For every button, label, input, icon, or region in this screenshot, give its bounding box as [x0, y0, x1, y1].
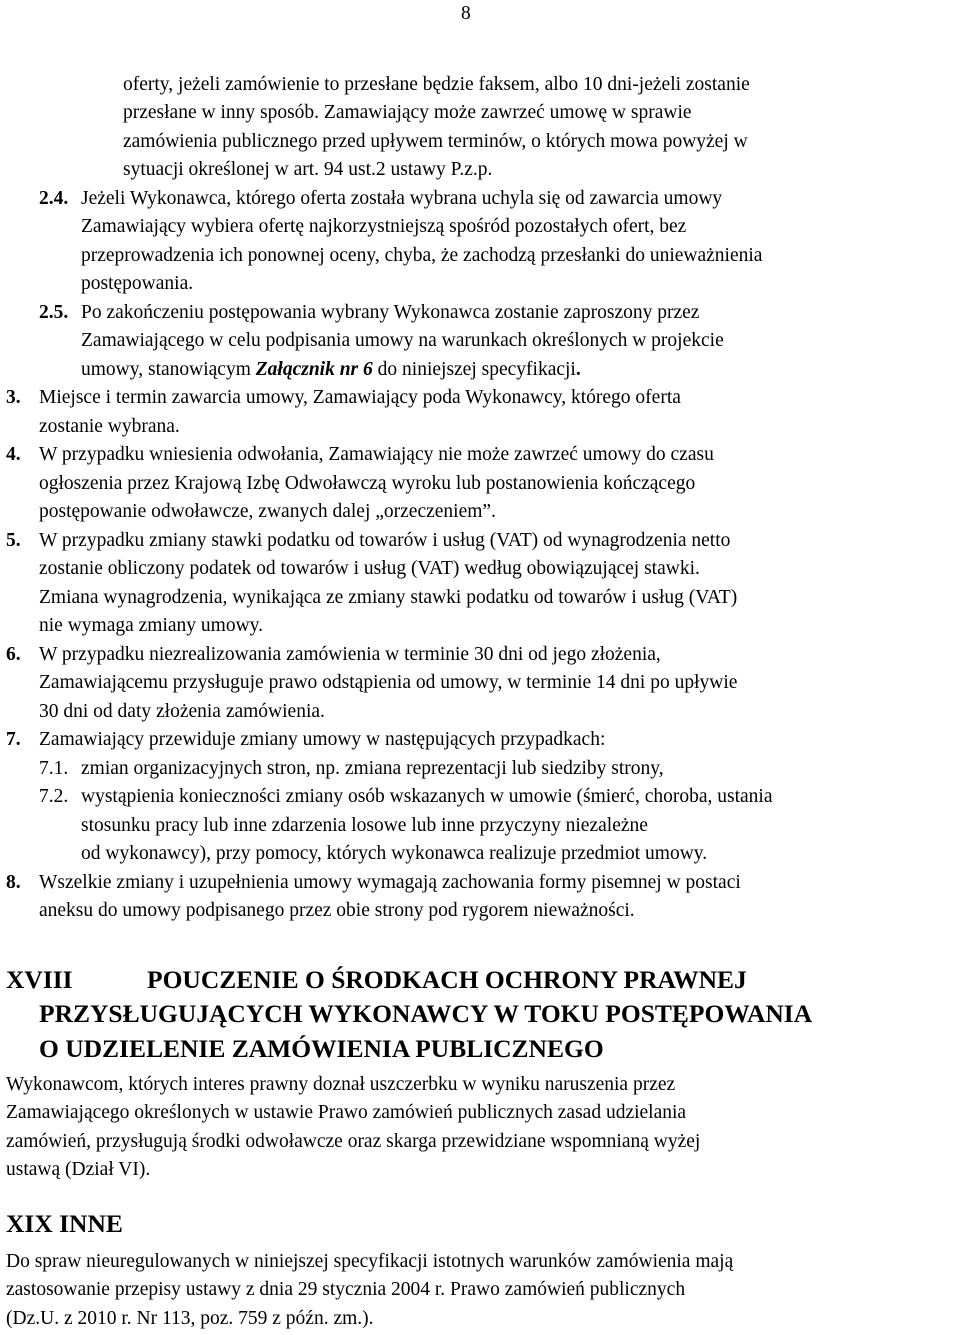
intro-line: oferty, jeżeli zamówienie to przesłane będzie faksem, albo 10 dni-jeżeli zostanie	[123, 74, 750, 95]
subparagraph-label: 7.1.	[39, 758, 69, 779]
paragraph-label: 5.	[6, 530, 21, 551]
paragraph-line: Zamawiający wybiera ofertę najkorzystniejszą spośród pozostałych ofert, bez	[81, 216, 687, 237]
subparagraph-line: od wykonawcy), przy pomocy, których wykonawca realizuje przedmiot umowy.	[81, 843, 708, 864]
paragraph-line: Po zakończeniu postępowania wybrany Wykonawca zostanie zaproszony przez	[81, 302, 700, 323]
section-body-line: Wykonawcom, których interes prawny doznał uszczerbku w wyniku naruszenia przez	[6, 1074, 676, 1095]
paragraph-line: Wszelkie zmiany i uzupełnienia umowy wymagają zachowania formy pisemnej w postaci	[39, 872, 741, 893]
paragraph-line: W przypadku wniesienia odwołania, Zamawiający nie może zawrzeć umowy do czasu	[39, 444, 714, 465]
text-span: .	[575, 359, 581, 380]
section-title-line: O UDZIELENIE ZAMÓWIENIA PUBLICZNEGO	[39, 1034, 604, 1063]
section-title-line: POUCZENIE O ŚRODKACH OCHRONY PRAWNEJ	[147, 965, 747, 994]
section-body-line: zamówień, przysługują środki odwoławcze oraz skarga przewidziane wspomnianą wyżej	[6, 1131, 701, 1152]
paragraph-line: Zamawiającemu przysługuje prawo odstąpienia od umowy, w terminie 14 dni po upływie	[39, 672, 738, 693]
paragraph-label: 6.	[6, 644, 21, 665]
section-title-line: PRZYSŁUGUJĄCYCH WYKONAWCY W TOKU POSTĘPOWANIA	[39, 999, 813, 1028]
paragraph-line: przeprowadzenia ich ponownej oceny, chyba, że zachodzą przesłanki do unieważnienia	[81, 245, 763, 266]
subparagraph-label: 7.2.	[39, 786, 69, 807]
paragraph-line: Miejsce i termin zawarcia umowy, Zamawiający poda Wykonawcy, którego oferta	[39, 387, 681, 408]
paragraph-line: Zamawiający przewiduje zmiany umowy w następujących przypadkach:	[39, 729, 606, 750]
paragraph-line: Zamawiającego w celu podpisania umowy na warunkach określonych w projekcie	[81, 330, 724, 351]
paragraph-label: 2.5.	[39, 302, 69, 323]
paragraph-line: W przypadku niezrealizowania zamówienia w terminie 30 dni od jego złożenia,	[39, 644, 661, 665]
section-number: XVIII	[6, 965, 73, 994]
paragraph-line	[81, 356, 581, 385]
paragraph-line: 30 dni od daty złożenia zamówienia.	[39, 701, 325, 722]
paragraph-line: zostanie obliczony podatek od towarów i usług (VAT) według obowiązującej stawki.	[39, 558, 700, 579]
paragraph-line: postępowania.	[81, 273, 194, 294]
intro-line: przesłane w inny sposób. Zamawiający może zawrzeć umowę w sprawie	[123, 102, 692, 123]
subparagraph-line: zmian organizacyjnych stron, np. zmiana reprezentacji lub siedziby strony,	[81, 758, 664, 779]
section-body-line: Do spraw nieuregulowanych w niniejszej specyfikacji istotnych warunków zamówienia mają	[6, 1251, 734, 1272]
section-body-line: Zamawiającego określonych w ustawie Prawo zamówień publicznych zasad udzielania	[6, 1102, 687, 1123]
paragraph-label: 8.	[6, 872, 21, 893]
section-body-line: ustawą (Dział VI).	[6, 1159, 151, 1180]
section-heading: XIX INNE	[6, 1209, 123, 1238]
page-number: 8	[461, 3, 471, 24]
paragraph-line: aneksu do umowy podpisanego przez obie strony pod rygorem nieważności.	[39, 900, 635, 921]
intro-line: zamówienia publicznego przed upływem terminów, o których mowa powyżej w	[123, 131, 748, 152]
subparagraph-line: stosunku pracy lub inne zdarzenia losowe lub inne przyczyny niezależne	[81, 815, 648, 836]
paragraph-label: 3.	[6, 387, 21, 408]
paragraph-label: 4.	[6, 444, 21, 465]
attachment-reference: Załącznik nr 6	[255, 359, 373, 380]
text-span: do niniejszej specyfikacji	[372, 359, 576, 380]
paragraph-label: 2.4.	[39, 188, 69, 209]
paragraph-line: zostanie wybrana.	[39, 416, 180, 437]
section-body-line: zastosowanie przepisy ustawy z dnia 29 stycznia 2004 r. Prawo zamówień publicznych	[6, 1279, 686, 1300]
paragraph-label: 7.	[6, 729, 21, 750]
text-span: umowy, stanowiącym	[81, 359, 256, 380]
subparagraph-line: wystąpienia konieczności zmiany osób wskazanych w umowie (śmierć, choroba, ustania	[81, 786, 773, 807]
paragraph-line: Jeżeli Wykonawca, którego oferta została wybrana uchyla się od zawarcia umowy	[81, 188, 723, 209]
paragraph-line: nie wymaga zmiany umowy.	[39, 615, 264, 636]
paragraph-line: ogłoszenia przez Krajową Izbę Odwoławczą wyroku lub postanowienia kończącego	[39, 473, 696, 494]
paragraph-line: postępowanie odwoławcze, zwanych dalej „orzeczeniem”.	[39, 501, 496, 522]
paragraph-line: Zmiana wynagrodzenia, wynikająca ze zmiany stawki podatku od towarów i usług (VAT)	[39, 587, 738, 608]
section-body-line: (Dz.U. z 2010 r. Nr 113, poz. 759 z późn. zm.).	[6, 1308, 374, 1329]
intro-line: sytuacji określonej w art. 94 ust.2 ustawy P.z.p.	[123, 159, 493, 180]
paragraph-line: W przypadku zmiany stawki podatku od towarów i usług (VAT) od wynagrodzenia netto	[39, 530, 731, 551]
